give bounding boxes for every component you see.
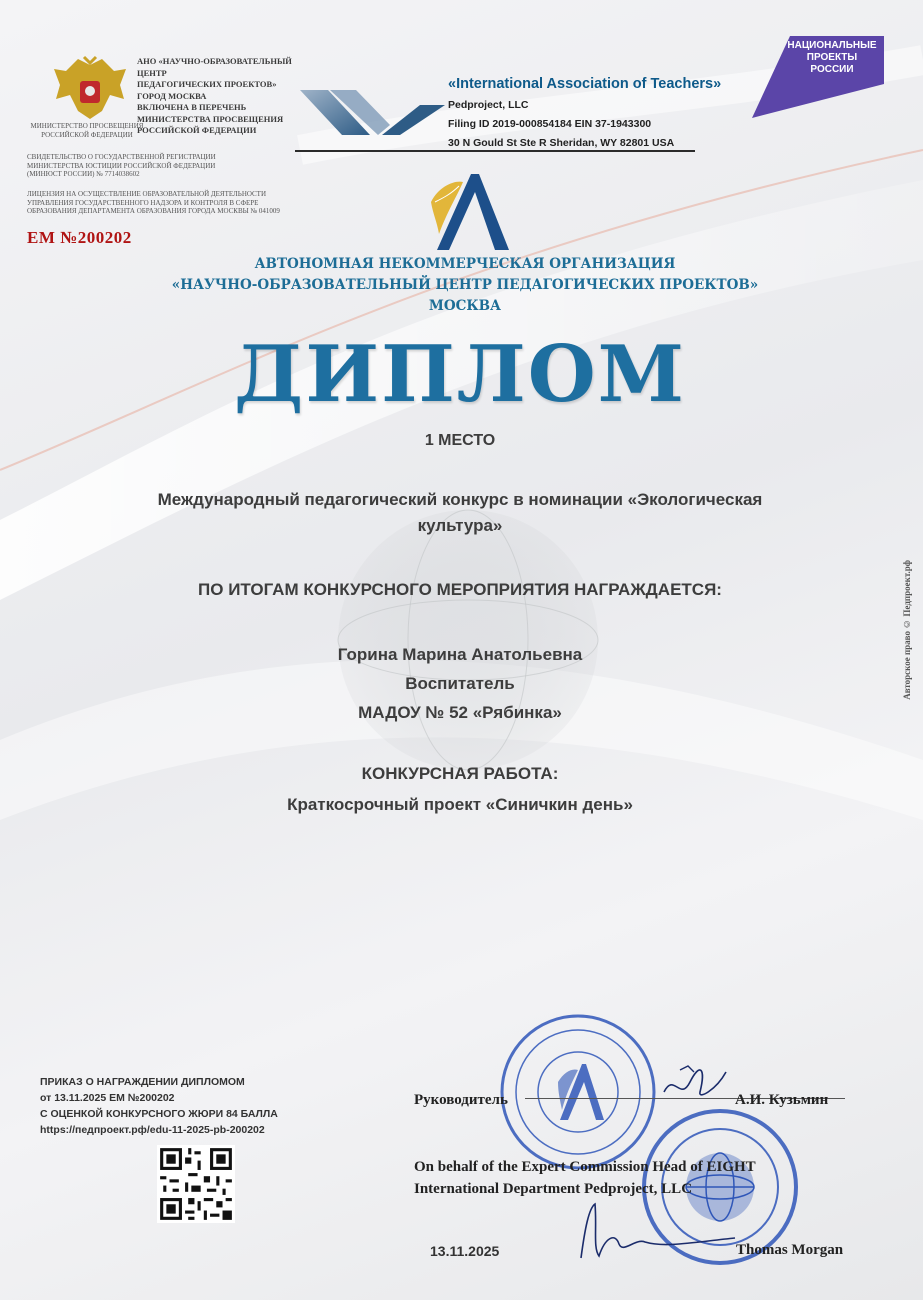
ano-line: АНО «НАУЧНО-ОБРАЗОВАТЕЛЬНЫЙ ЦЕНТР xyxy=(137,56,292,78)
behalf-line: On behalf of the Expert Commission Head of EIGHT xyxy=(414,1159,756,1175)
center-a-logo-icon xyxy=(425,172,510,252)
org-name xyxy=(140,254,790,317)
place: 1 МЕСТО xyxy=(424,432,496,449)
org-line: АВТОНОМНАЯ НЕКОММЕРЧЕСКАЯ ОРГАНИЗАЦИЯ xyxy=(254,256,676,272)
recipient-name: Горина Марина Анатольевна xyxy=(337,645,583,664)
np-line: РОССИИ xyxy=(810,64,854,75)
emblem-caption xyxy=(22,122,152,139)
np-line: ПРОЕКТЫ xyxy=(806,52,858,63)
ano-header xyxy=(137,56,307,137)
work-block xyxy=(60,758,860,820)
contest-line: культура» xyxy=(417,516,503,535)
registration-line: (МИНЮСТ РОССИИ) № 7714038602 xyxy=(27,170,140,178)
ano-line: МИНИСТЕРСТВА ПРОСВЕЩЕНИЯ xyxy=(137,113,284,124)
order-line: от 13.11.2025 ЕМ №200202 xyxy=(40,1092,175,1104)
iat-title: «International Association of Teachers» xyxy=(448,76,722,92)
recipient-org: МАДОУ № 52 «Рябинка» xyxy=(358,703,562,722)
behalf-line: International Department Pedproject, LLC xyxy=(414,1181,693,1197)
order-info xyxy=(40,1074,340,1138)
registration-line: СВИДЕТЕЛЬСТВО О ГОСУДАРСТВЕННОЙ РЕГИСТРАЦИИ xyxy=(27,153,216,161)
org-line: МОСКВА xyxy=(428,298,502,314)
org-line: «НАУЧНО-ОБРАЗОВАТЕЛЬНЫЙ ЦЕНТР ПЕДАГОГИЧЕСКИХ ПРОЕКТОВ» xyxy=(171,277,759,293)
second-signer-name: Thomas Morgan xyxy=(736,1242,844,1258)
national-projects-text xyxy=(782,40,882,76)
em-number: ЕМ №200202 xyxy=(27,228,132,247)
work-label: КОНКУРСНАЯ РАБОТА: xyxy=(361,764,559,783)
emblem-caption-line: РОССИЙСКОЙ ФЕДЕРАЦИИ xyxy=(41,130,133,139)
order-line: С ОЦЕНКОЙ КОНКУРСНОГО ЖЮРИ 84 БАЛЛА xyxy=(40,1108,278,1120)
ano-line: РОССИЙСКОЙ ФЕДЕРАЦИИ xyxy=(137,125,257,135)
copyright-vertical: Авторское право © Педпроект.рф xyxy=(902,560,912,700)
iat-line: Filing ID 2019-000854184 EIN 37-1943300 xyxy=(448,118,652,130)
russian-emblem-icon xyxy=(50,55,130,125)
qr-code-icon[interactable] xyxy=(157,1145,235,1223)
recipient-position: Воспитатель xyxy=(405,674,515,693)
license-info xyxy=(27,190,307,216)
order-line: ПРИКАЗ О НАГРАЖДЕНИИ ДИПЛОМОМ xyxy=(40,1076,245,1088)
ano-line: ВКЛЮЧЕНА В ПЕРЕЧЕНЬ xyxy=(137,102,247,112)
order-link[interactable]: https://педпроект.рф/edu-11-2025-pb-200202 xyxy=(40,1124,265,1136)
work-title: Краткосрочный проект «Синичкин день» xyxy=(287,795,633,814)
awarded-heading: ПО ИТОГАМ КОНКУРСНОГО МЕРОПРИЯТИЯ НАГРАЖДАЕТСЯ: xyxy=(198,580,722,599)
iat-line: Pedproject, LLC xyxy=(448,99,529,111)
behalf-text xyxy=(414,1156,756,1200)
header-rule xyxy=(295,150,695,152)
pedproject-logo-icon xyxy=(300,85,445,140)
license-line: ОБРАЗОВАНИЯ ДЕПАРТАМЕНТА ОБРАЗОВАНИЯ ГОРОДА МОСКВЫ № 041009 xyxy=(27,207,280,215)
contest-name xyxy=(60,487,860,539)
recipient-block xyxy=(60,640,860,727)
registration-line: МИНИСТЕРСТВА ЮСТИЦИИ РОССИЙСКОЙ ФЕДЕРАЦИИ xyxy=(27,161,216,170)
license-line: ЛИЦЕНЗИЯ НА ОСУЩЕСТВЛЕНИЕ ОБРАЗОВАТЕЛЬНОЙ ДЕЯТЕЛЬНОСТИ xyxy=(27,190,267,198)
signature-morgan-icon xyxy=(575,1198,745,1268)
contest-line: Международный педагогический конкурс в номинации «Экологическая xyxy=(157,490,763,509)
signature-date: 13.11.2025 xyxy=(430,1243,500,1259)
signature-kuzmin-icon xyxy=(660,1062,730,1107)
np-line: НАЦИОНАЛЬНЫЕ xyxy=(787,40,877,51)
diploma-title: ДИПЛОМ xyxy=(234,329,686,420)
head-label: Руководитель xyxy=(414,1092,508,1108)
license-line: УПРАВЛЕНИЯ ГОСУДАРСТВЕННОГО НАДЗОРА И КОНТРОЛЯ В СФЕРЕ xyxy=(27,198,259,207)
ano-stamp-icon xyxy=(498,1012,658,1172)
registration-info xyxy=(27,153,297,179)
head-name: А.И. Кузьмин xyxy=(735,1092,829,1108)
iat-line: 30 N Gould St Ste R Sheridan, WY 82801 USA xyxy=(448,137,675,149)
emblem-caption-line: МИНИСТЕРСТВО ПРОСВЕЩЕНИЯ xyxy=(30,122,144,130)
ano-line: ПЕДАГОГИЧЕСКИХ ПРОЕКТОВ» ГОРОД МОСКВА xyxy=(137,79,277,101)
